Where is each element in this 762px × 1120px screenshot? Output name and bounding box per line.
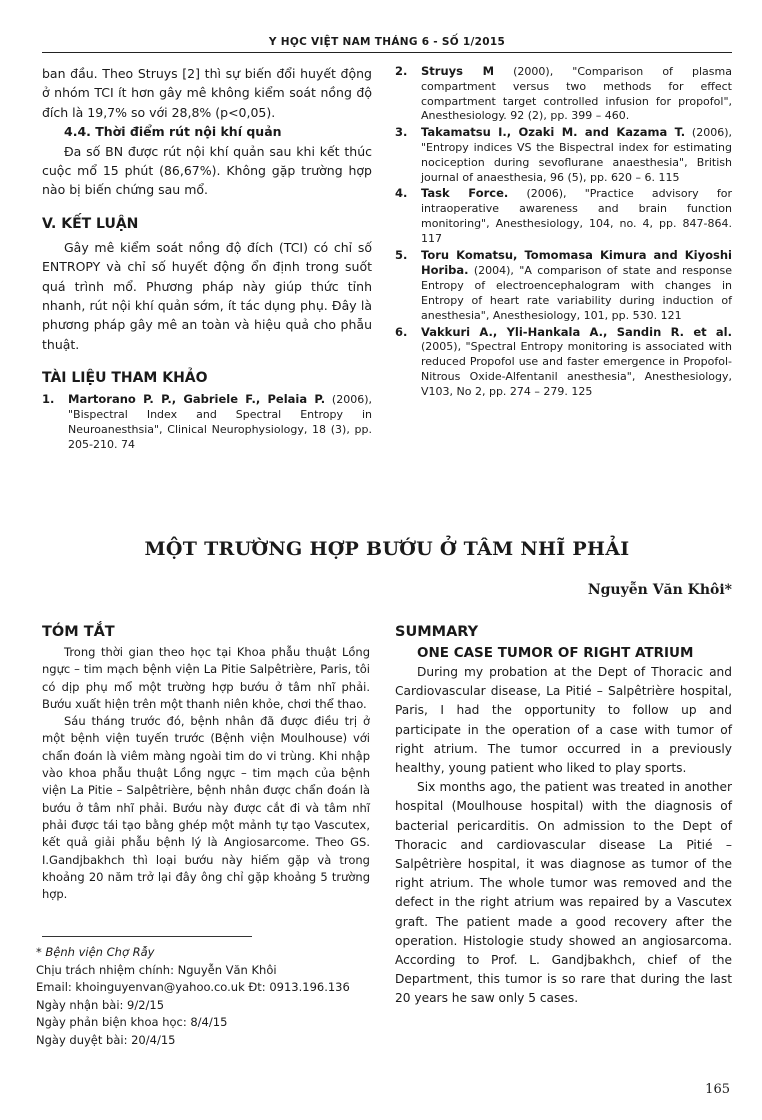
footnote <box>36 944 376 1050</box>
reference-text: (2006), "Practice advisory for intraoperative awareness and brain function monitoring", Anesthesiology, 104, no. 4, pp. 847-864. 117 <box>421 187 732 245</box>
reference-number: 1. <box>42 392 55 407</box>
en-abstract-title: SUMMARY <box>395 624 479 640</box>
footnote-contact: Email: khoinguyenvan@yahoo.co.uk Đt: 0913.196.136 <box>36 980 350 995</box>
section-v-title: V. KẾT LUẬN <box>42 215 139 232</box>
footnote-responsible: Chịu trách nhiệm chính: Nguyễn Văn Khôi <box>36 962 277 977</box>
reference-text: (2000), "Comparison of plasma compartment versus two methods for effect compartment target controlled infusion for propofol", Anesthesiology. 92 (2), pp. 399 – 460. <box>421 65 732 123</box>
subhead-4-4: 4.4. Thời điểm rút nội khí quản <box>64 124 282 140</box>
reference-number: 2. <box>395 64 408 78</box>
prev-article-left-column <box>42 64 372 452</box>
footnote-reviewed: Ngày phản biện khoa học: 8/4/15 <box>36 1015 228 1030</box>
reference-5 <box>395 248 732 324</box>
vn-abstract-title: TÓM TẮT <box>42 624 115 640</box>
article-author: Nguyễn Văn Khôi* <box>587 582 732 598</box>
reference-text: (2004), "A comparison of state and response Entropy of electroencephalogram with changes in Entropy of heart rate variability during induction of anesthesia", Anesthesiology, 101, pp. 530. 121 <box>421 264 732 322</box>
reference-text: (2005), "Spectral Entropy monitoring is associated with reduced Propofol use and faster emergence in Propofol-Nitrous Oxide-Alfentanil anesthesia", Anesthesiology, V103, No 2, pp. 274 – 279. 125 <box>421 340 732 398</box>
footnote-rule <box>42 936 252 937</box>
vn-abstract-para-2: Sáu tháng trước đó, bệnh nhân đã được điều trị ở một bệnh viện tuyến trước (Bệnh viện Moulhouse) với chẩn đoán là viêm màng ngoài tim do vi trùng. Khi nhập vào khoa phẫu thuật Lồng ngực – tim mạch của bệnh viện La Pitie – Salpêtrière, bệnh nhân được chẩn đoán là bướu ở tâm nhĩ phải. Bướu này được cắt đi và tâm nhĩ phải được tái tạo bằng ghép một mảnh tự tạo Vascutex, kết quả giải phẫu bệnh lý là Angiosarcome. Theo GS. I.Gandjbakhch thì loại bướu này hiếm gặp và trong khoảng 20 năm trở lại đây ông chỉ gặp khoảng 5 trường hợp. <box>42 714 370 902</box>
prev-article-right-column <box>395 64 732 401</box>
en-abstract-para-2: Six months ago, the patient was treated in another hospital (Moulhouse hospital) with the diagnosis of bacterial pericarditis. On admission to the Dept of Thoracic and cardiovascular disease La Pitié – Salpêtrière hospital, it was diagnose as tumor of the right atrium. The whole tumor was removed and the defect in the right atrium was repaired by a Vascutex graft. The patient made a good recovery after the operation. Histologie study showed an angiosarcoma. According to Prof. L. Gandjbakhch, chief of the Department, this tumor is so rare that during the last 20 years he saw only 5 cases. <box>395 780 732 1006</box>
running-header: Y HỌC VIỆT NAM THÁNG 6 - SỐ 1/2015 <box>268 36 506 48</box>
reference-authors: Task Force. <box>421 186 509 201</box>
en-abstract-para-1: During my probation at the Dept of Thoracic and Cardiovascular disease, La Pitié – Salpêtrière hospital, Paris, I had the opportunity to follow up and participate in the operation of a case with tumor of right atrium. The tumor occurred in a previously healthy, young patient who liked to play sports. <box>395 665 732 776</box>
reference-1 <box>42 392 372 452</box>
reference-authors: Martorano P. P., Gabriele F., Pelaia P. <box>68 392 326 407</box>
footnote-affiliation: * Bệnh viện Chợ Rẫy <box>36 945 155 959</box>
reference-number: 5. <box>395 247 408 262</box>
reference-4 <box>395 186 732 246</box>
reference-text: (2006), "Bispectral Index and Spectral Entropy in Neuroanesthsia", Clinical Neurophysiology, 18 (3), pp. 205-210. 74 <box>68 393 372 451</box>
article-title: MỘT TRƯỜNG HỢP BƯỚU Ở TÂM NHĨ PHẢI <box>144 538 630 560</box>
reference-3 <box>395 125 732 185</box>
footnote-received: Ngày nhận bài: 9/2/15 <box>36 997 165 1012</box>
reference-text: (2006), "Entropy indices VS the Bispectral index for estimating nociception during sevoflurane anaesthesia", British journal of anaesthesia, 96 (5), pp. 620 – 6. 115 <box>421 126 732 184</box>
prev-para-2: Đa số BN được rút nội khí quản sau khi kết thúc cuộc mổ 15 phút (86,67%). Không gặp trường hợp nào bị biến chứng sau mổ. <box>42 143 372 198</box>
reference-authors: Takamatsu I., Ozaki M. and Kazama T. <box>421 125 686 140</box>
vn-abstract-column <box>42 624 370 903</box>
en-abstract-subtitle: ONE CASE TUMOR OF RIGHT ATRIUM <box>417 645 694 661</box>
page-number: 165 <box>705 1082 730 1097</box>
reference-authors: Vakkuri A., Yli-Hankala A., Sandin R. et al. <box>421 324 732 339</box>
reference-number: 4. <box>395 186 408 201</box>
en-abstract-column <box>395 624 732 1009</box>
vn-abstract-para-1: Trong thời gian theo học tại Khoa phẫu thuật Lồng ngực – tim mạch bệnh viện La Pitie Salpêtrière, Paris, tôi có dịp phụ mổ một trường hợp bướu ở tâm nhĩ phải. Bướu xuất hiện trên một thanh niên khỏe, chơi thể thao. <box>42 645 370 711</box>
reference-authors: Struys M <box>421 64 495 78</box>
reference-6 <box>395 325 732 400</box>
reference-number: 6. <box>395 324 408 339</box>
references-title: TÀI LIỆU THAM KHẢO <box>42 370 208 387</box>
reference-2 <box>395 64 732 124</box>
footnote-accepted: Ngày duyệt bài: 20/4/15 <box>36 1032 176 1047</box>
reference-authors: Toru Komatsu, Tomomasa Kimura and Kiyoshi Horiba. <box>421 247 732 278</box>
conclusion-text: Gây mê kiểm soát nồng độ đích (TCI) có chỉ số ENTROPY và chỉ số huyết động ổn định trong suốt quá trình mổ. Phương pháp này giúp thức tỉnh nhanh, rút nội khí quản sớm, ít tác dụng phụ. Đây là phương pháp gây mê an toàn và hiệu quả cho phẫu thuật. <box>42 239 372 352</box>
reference-number: 3. <box>395 125 408 140</box>
prev-para-1: ban đầu. Theo Struys [2] thì sự biến đổi huyết động ở nhóm TCI ít hơn gây mê không kiểm soát nồng độ đích là 19,7% so với 28,8% (p<0,05). <box>42 66 372 120</box>
header-rule <box>42 52 732 53</box>
